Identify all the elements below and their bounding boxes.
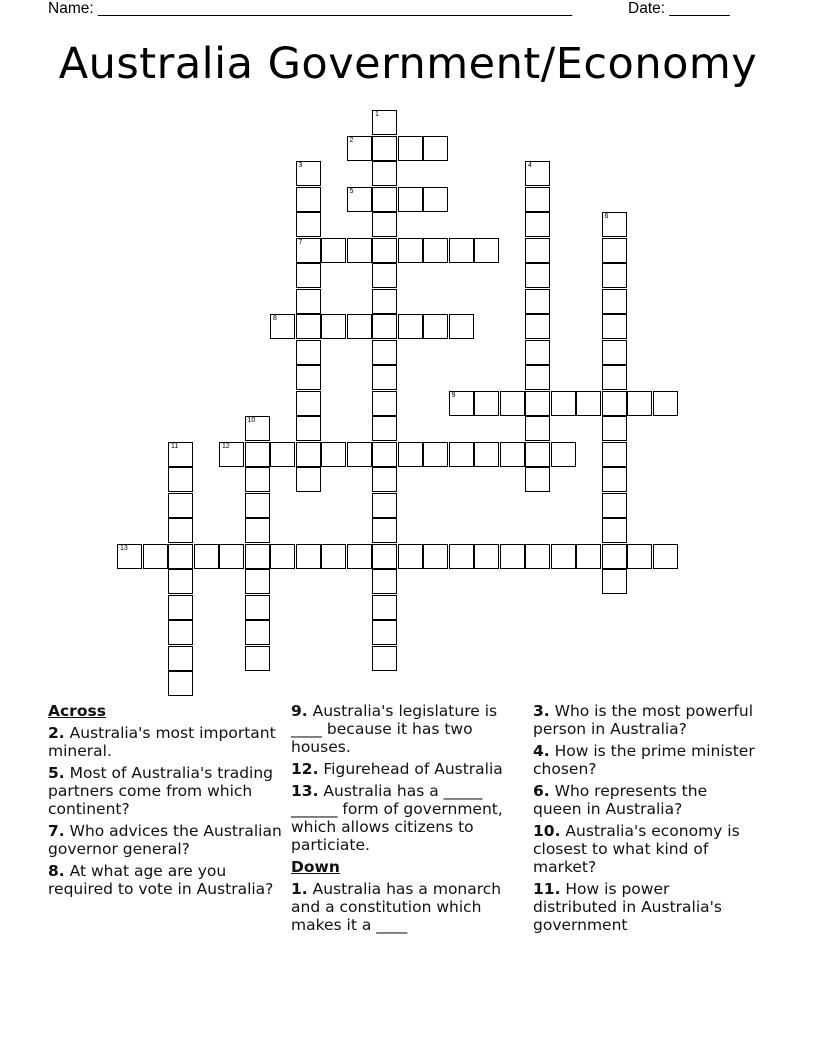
grid-cell[interactable] [525,340,550,365]
cell-number: 13 [120,544,128,552]
grid-cell[interactable] [474,442,499,467]
clue-number: 5. [48,764,65,782]
grid-cell[interactable] [525,365,550,390]
cell-number: 8 [273,315,277,322]
grid-cell[interactable] [602,544,627,569]
grid-cell[interactable] [270,442,295,467]
grid-cell[interactable] [525,442,550,467]
grid-cell[interactable] [296,187,321,212]
clue-item [48,764,284,818]
clue-text: Figurehead of Australia [318,760,503,778]
grid-cell[interactable] [576,391,601,416]
grid-cell[interactable] [347,238,372,263]
grid-cell[interactable] [372,646,397,671]
grid-cell[interactable] [372,340,397,365]
grid-cell[interactable] [168,569,193,594]
grid-cell[interactable] [168,467,193,492]
grid-cell[interactable] [372,212,397,237]
grid-cell[interactable] [576,544,601,569]
grid-cell[interactable] [525,187,550,212]
clue-text: How is the prime minister chosen? [533,742,755,778]
grid-cell[interactable] [296,391,321,416]
grid-cell[interactable] [347,314,372,339]
grid-cell[interactable] [372,467,397,492]
grid-cell[interactable] [168,493,193,518]
grid-cell[interactable] [245,620,270,645]
grid-cell[interactable] [653,544,678,569]
cell-number: 7 [298,238,303,246]
grid-cell[interactable] [551,544,576,569]
grid-cell[interactable] [398,314,423,339]
clue-text: Australia's most important mineral. [48,724,276,760]
grid-cell[interactable] [423,442,448,467]
grid-cell[interactable] [474,544,499,569]
cell-number: 5 [349,187,354,195]
grid-cell[interactable] [245,493,270,518]
clue-text: Australia's economy is closest to what kind of market? [533,822,740,876]
down-clue-list [291,880,527,934]
grid-cell[interactable] [602,289,627,314]
grid-cell[interactable] [372,187,397,212]
grid-cell[interactable] [398,187,423,212]
grid-cell[interactable] [296,416,321,441]
cell-number: 4 [528,162,532,169]
clue-text: Most of Australia's trading partners come from which continent? [48,764,273,818]
across-heading: Across [48,702,106,720]
clue-item [291,782,527,854]
grid-cell[interactable] [602,212,627,237]
clue-item [533,822,758,876]
clue-number: 13. [291,782,319,800]
name-label: Name: _______________________________________________________ [48,0,573,17]
grid-cell[interactable] [602,263,627,288]
clue-item [533,880,758,934]
grid-cell[interactable] [219,544,244,569]
across-clue-list [48,724,284,898]
clue-text: Who is the most powerful person in Australia? [533,702,754,738]
clue-number: 2. [48,724,65,742]
grid-cell[interactable] [653,391,678,416]
clue-text: Australia has a monarch and a constitution which makes it a ____ [291,880,502,934]
grid-cell[interactable] [500,544,525,569]
grid-cell[interactable] [602,314,627,339]
grid-cell[interactable] [602,442,627,467]
grid-cell[interactable] [270,544,295,569]
grid-cell[interactable] [398,136,423,161]
grid-cell[interactable] [372,620,397,645]
grid-cell[interactable] [372,544,397,569]
grid-cell[interactable] [168,544,193,569]
grid-cell[interactable] [245,569,270,594]
clue-number: 9. [291,702,308,720]
grid-cell[interactable] [525,289,550,314]
grid-cell[interactable] [525,238,550,263]
clue-item [291,880,527,934]
grid-cell[interactable] [321,238,346,263]
grid-cell[interactable] [347,136,372,161]
clue-item [48,822,284,858]
grid-cell[interactable] [347,442,372,467]
grid-cell[interactable] [372,289,397,314]
grid-cell[interactable] [449,314,474,339]
grid-cell[interactable] [372,161,397,186]
grid-cell[interactable] [296,467,321,492]
grid-cell[interactable] [296,263,321,288]
clue-item [533,702,758,738]
grid-cell[interactable] [168,442,193,467]
grid-cell[interactable] [168,518,193,543]
grid-cell[interactable] [602,365,627,390]
grid-cell[interactable] [525,391,550,416]
grid-cell[interactable] [245,595,270,620]
grid-cell[interactable] [245,467,270,492]
cell-number: 12 [222,442,230,450]
grid-cell[interactable] [500,442,525,467]
grid-cell[interactable] [602,518,627,543]
clue-number: 10. [533,822,561,840]
grid-cell[interactable] [372,442,397,467]
grid-cell[interactable] [270,314,295,339]
grid-cell[interactable] [551,391,576,416]
cell-number: 11 [171,442,179,450]
grid-cell[interactable] [168,671,193,696]
clue-item [291,760,527,778]
grid-cell[interactable] [551,442,576,467]
clue-number: 12. [291,760,319,778]
grid-cell[interactable] [372,493,397,518]
grid-cell[interactable] [525,314,550,339]
grid-cell[interactable] [602,238,627,263]
grid-cell[interactable] [602,493,627,518]
grid-cell[interactable] [143,544,168,569]
grid-cell[interactable] [372,416,397,441]
grid-cell[interactable] [372,569,397,594]
grid-cell[interactable] [525,212,550,237]
grid-cell[interactable] [372,263,397,288]
grid-cell[interactable] [602,569,627,594]
grid-cell[interactable] [296,314,321,339]
clues-column-1 [48,702,284,902]
grid-cell[interactable] [449,442,474,467]
grid-cell[interactable] [423,187,448,212]
grid-cell[interactable] [423,136,448,161]
grid-cell[interactable] [449,238,474,263]
grid-cell[interactable] [245,544,270,569]
clue-number: 8. [48,862,65,880]
date-label: Date: _______ [628,0,730,17]
grid-cell[interactable] [602,340,627,365]
grid-cell[interactable] [296,289,321,314]
clue-number: 11. [533,880,561,898]
clue-item [533,742,758,778]
grid-cell[interactable] [219,442,244,467]
grid-cell[interactable] [194,544,219,569]
grid-cell[interactable] [398,544,423,569]
grid-cell[interactable] [372,518,397,543]
clue-number: 4. [533,742,550,760]
cell-number: 2 [349,136,354,144]
clue-text: Who represents the queen in Australia? [533,782,708,818]
clue-text: How is power distributed in Australia's government [533,880,722,934]
down-heading: Down [291,858,340,876]
grid-cell[interactable] [245,646,270,671]
grid-cell[interactable] [347,544,372,569]
down-clue-list-continued [533,702,758,934]
grid-cell[interactable] [372,391,397,416]
grid-cell[interactable] [423,544,448,569]
grid-cell[interactable] [398,238,423,263]
cell-number: 10 [247,417,256,424]
grid-cell[interactable] [117,544,142,569]
grid-cell[interactable] [372,314,397,339]
grid-cell[interactable] [525,416,550,441]
grid-cell[interactable] [245,442,270,467]
grid-cell[interactable] [296,340,321,365]
grid-cell[interactable] [474,238,499,263]
grid-cell[interactable] [321,314,346,339]
cell-number: 6 [604,213,609,220]
grid-cell[interactable] [321,442,346,467]
grid-cell[interactable] [168,595,193,620]
grid-cell[interactable] [525,161,550,186]
grid-cell[interactable] [474,391,499,416]
grid-cell[interactable] [347,187,372,212]
grid-cell[interactable] [296,238,321,263]
grid-cell[interactable] [449,391,474,416]
clue-number: 6. [533,782,550,800]
grid-cell[interactable] [296,212,321,237]
grid-cell[interactable] [449,544,474,569]
grid-cell[interactable] [296,365,321,390]
grid-cell[interactable] [245,416,270,441]
clue-item [48,724,284,760]
grid-cell[interactable] [602,467,627,492]
grid-cell[interactable] [525,544,550,569]
grid-cell[interactable] [245,518,270,543]
clue-number: 3. [533,702,550,720]
grid-cell[interactable] [372,595,397,620]
grid-cell[interactable] [423,314,448,339]
grid-cell[interactable] [321,544,346,569]
cell-number: 9 [451,391,456,399]
grid-cell[interactable] [500,391,525,416]
clues-column-2 [291,702,527,938]
grid-cell[interactable] [372,365,397,390]
clue-number: 7. [48,822,65,840]
grid-cell[interactable] [296,442,321,467]
grid-cell[interactable] [398,442,423,467]
clues-column-3 [533,702,758,938]
cell-number: 1 [375,111,379,118]
clue-text: Who advices the Australian governor general? [48,822,282,858]
clue-text: Australia has a _____ ______ form of government, which allows citizens to particiate. [291,782,503,854]
grid-cell[interactable] [296,161,321,186]
grid-cell[interactable] [525,467,550,492]
grid-cell[interactable] [168,620,193,645]
clue-text: Australia's legislature is ____ because it has two houses. [291,702,498,756]
grid-cell[interactable] [372,136,397,161]
clue-item [533,782,758,818]
grid-cell[interactable] [168,646,193,671]
grid-cell[interactable] [372,238,397,263]
across-clue-list-continued [291,702,527,854]
clue-item [291,702,527,756]
clue-text: At what age are you required to vote in Australia? [48,862,274,898]
clue-item [48,862,284,898]
grid-cell[interactable] [423,238,448,263]
page-title: Australia Government/Economy [58,39,758,89]
grid-cell[interactable] [602,391,627,416]
grid-cell[interactable] [602,416,627,441]
grid-cell[interactable] [372,110,397,135]
grid-cell[interactable] [627,391,652,416]
grid-cell[interactable] [627,544,652,569]
grid-cell[interactable] [525,263,550,288]
grid-cell[interactable] [296,544,321,569]
cell-number: 3 [298,162,303,169]
clue-number: 1. [291,880,308,898]
